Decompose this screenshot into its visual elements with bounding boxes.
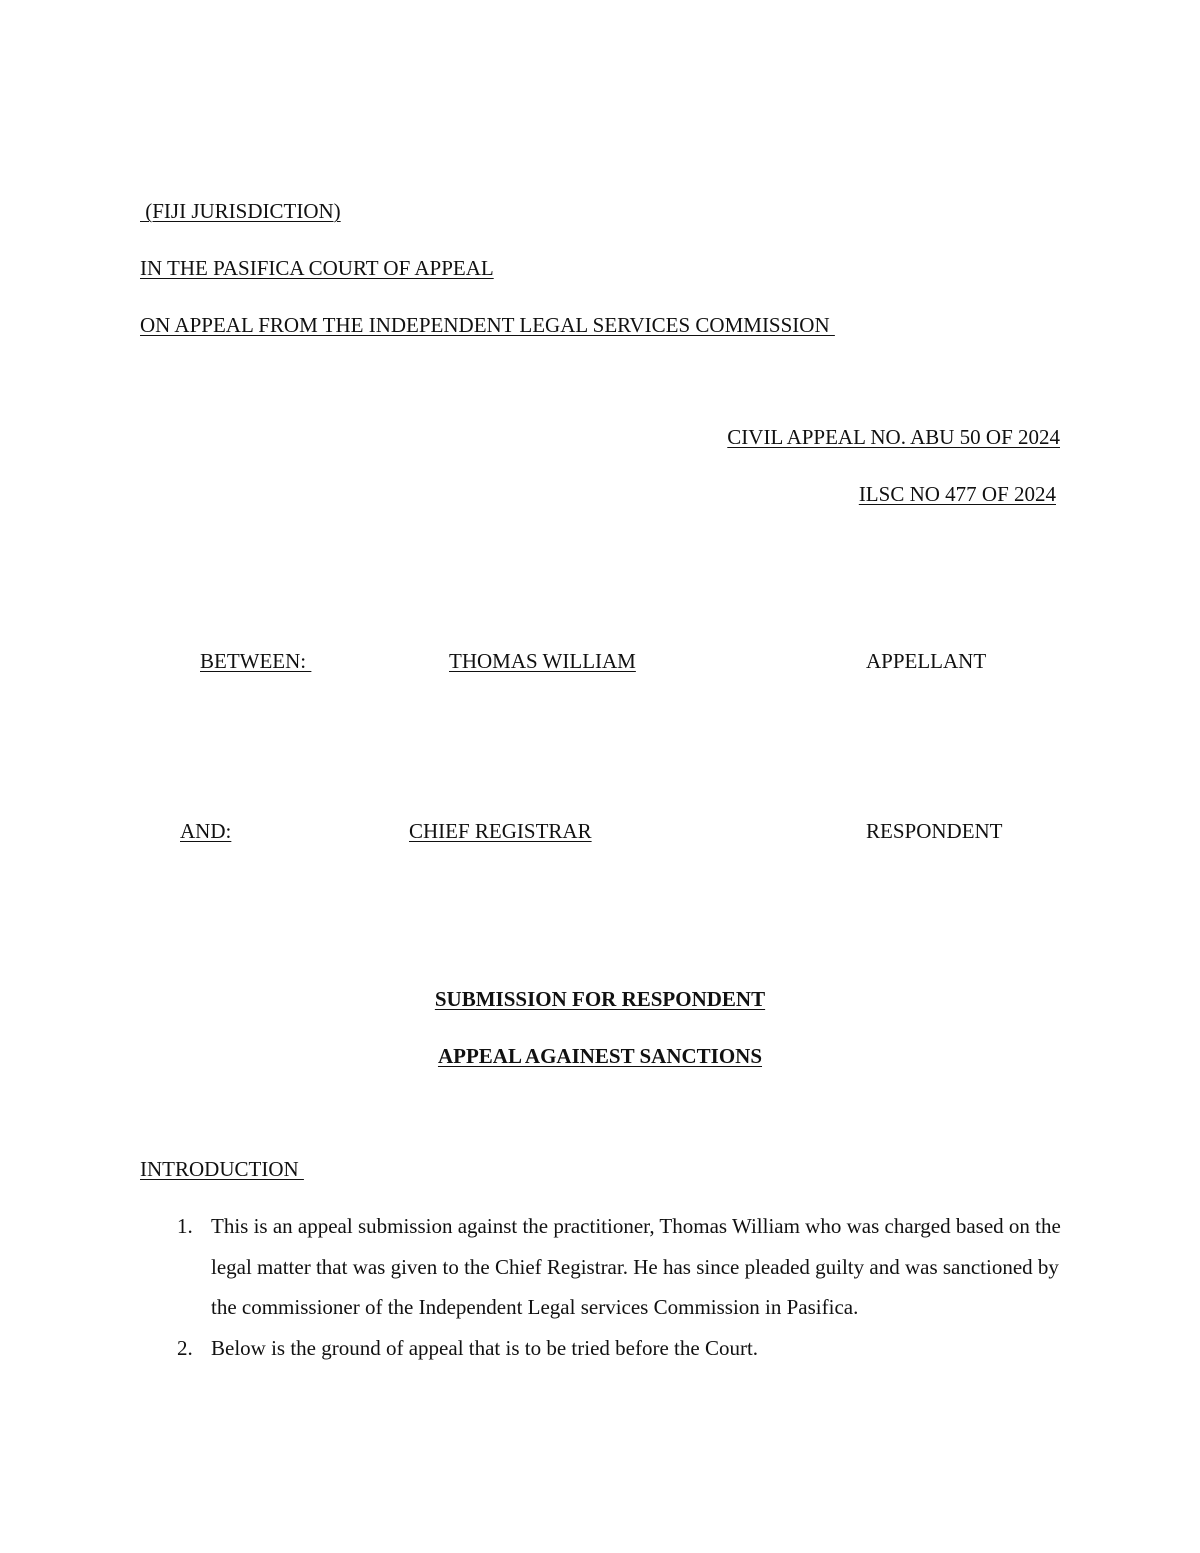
- respondent-name: CHIEF REGISTRAR: [409, 819, 592, 843]
- list-item: [140, 1328, 1060, 1369]
- appeal-title: [0, 1043, 1200, 1069]
- civil-appeal-number: [560, 424, 1060, 450]
- civil-appeal-number-text: CIVIL APPEAL NO. ABU 50 OF 2024: [727, 425, 1060, 449]
- ilsc-number-text: ILSC NO 477 OF 2024: [858, 482, 1056, 506]
- appeal-title-text: APPEAL AGAINEST SANCTIONS: [437, 1044, 763, 1068]
- submission-title-text: SUBMISSION FOR RESPONDENT: [434, 987, 766, 1011]
- list-item-text: This is an appeal submission against the practitioner, Thomas William who was charged based on the legal matter that was given to the Chief Registrar. He has since pleaded guilty and was sanctioned by the commissioner of the Independent Legal services Commission in Pasifica.: [211, 1214, 1061, 1319]
- ilsc-number: [560, 481, 1056, 507]
- list-item-number: 1.: [177, 1214, 193, 1238]
- list-item-number: 2.: [177, 1335, 193, 1360]
- list-item: [140, 1206, 1060, 1328]
- appeal-from-heading: ON APPEAL FROM THE INDEPENDENT LEGAL SERVICES COMMISSION: [140, 313, 835, 337]
- introduction-list: [140, 1206, 1060, 1368]
- appellant-name: THOMAS WILLIAM: [449, 649, 636, 673]
- introduction-heading: INTRODUCTION: [140, 1157, 304, 1181]
- list-item-text: Below is the ground of appeal that is to be tried before the Court.: [211, 1335, 759, 1360]
- and-label: AND:: [180, 819, 232, 843]
- submission-title: [0, 986, 1200, 1012]
- jurisdiction-heading: (FIJI JURISDICTION): [140, 199, 341, 223]
- court-heading: IN THE PASIFICA COURT OF APPEAL: [140, 256, 494, 280]
- respondent-role: RESPONDENT: [866, 819, 1003, 843]
- appellant-role: APPELLANT: [866, 649, 987, 673]
- between-label: BETWEEN:: [200, 649, 312, 673]
